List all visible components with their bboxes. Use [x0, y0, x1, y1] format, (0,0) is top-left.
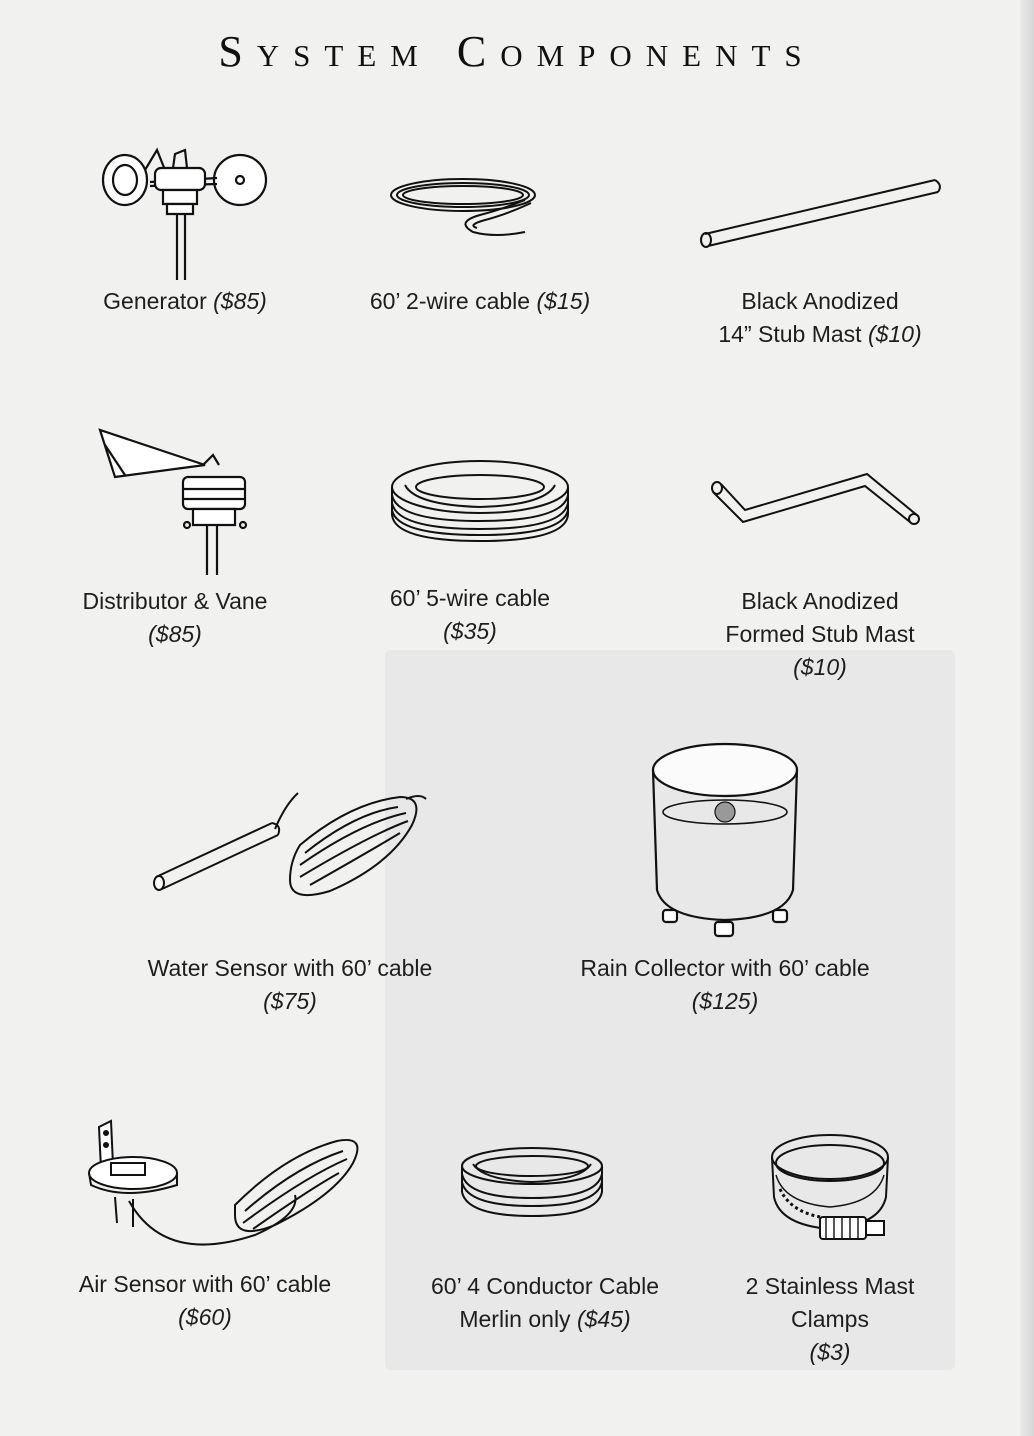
flat-coiled-cable-icon [385, 455, 575, 545]
anemometer-generator-icon [95, 140, 275, 280]
air-sensor-icon [85, 1115, 370, 1260]
component-name: Water Sensor with 60’ cable [147, 955, 433, 981]
water-sensor-icon [150, 785, 440, 905]
component-name-line2: Formed Stub Mast [725, 621, 915, 647]
component-name: Distributor & Vane [82, 588, 268, 614]
component-name: 60’ 5-wire cable [389, 585, 551, 611]
component-name-line2: 14” Stub Mast [718, 321, 862, 347]
component-price: ($35) [443, 618, 497, 644]
component-name-line2: Merlin only [459, 1306, 571, 1332]
hose-clamp-icon [760, 1125, 905, 1255]
wind-vane-icon [95, 425, 255, 575]
component-price: ($85) [148, 621, 202, 647]
component-name: Rain Collector with 60’ cable [580, 955, 870, 981]
component-price: ($3) [809, 1339, 851, 1365]
component-name-line1: Black Anodized [741, 288, 899, 314]
component-name: 60’ 2-wire cable [369, 288, 531, 314]
ribbon-cable-icon [455, 1140, 610, 1220]
formed-mast-icon [705, 470, 920, 535]
page-edge [1020, 0, 1034, 1436]
stub-mast-icon [695, 170, 945, 250]
component-price: ($85) [213, 288, 267, 314]
component-name: Generator [103, 288, 207, 314]
component-name-line1: Black Anodized [741, 588, 899, 614]
component-price: ($75) [263, 988, 317, 1014]
component-name-line2: Clamps [791, 1306, 869, 1332]
component-price: ($45) [576, 1306, 631, 1332]
component-name-line1: 2 Stainless Mast [745, 1273, 915, 1299]
component-price: ($10) [793, 654, 847, 680]
page-title: System Components [218, 27, 816, 76]
component-price: ($125) [691, 988, 759, 1014]
component-name-line1: 60’ 4 Conductor Cable [430, 1273, 659, 1299]
component-name: Air Sensor with 60’ cable [78, 1271, 332, 1297]
component-price: ($60) [178, 1304, 232, 1330]
component-price: ($10) [867, 321, 922, 347]
rain-collector-icon [645, 740, 805, 940]
component-price: ($15) [536, 288, 591, 314]
coiled-cable-icon [385, 170, 565, 245]
